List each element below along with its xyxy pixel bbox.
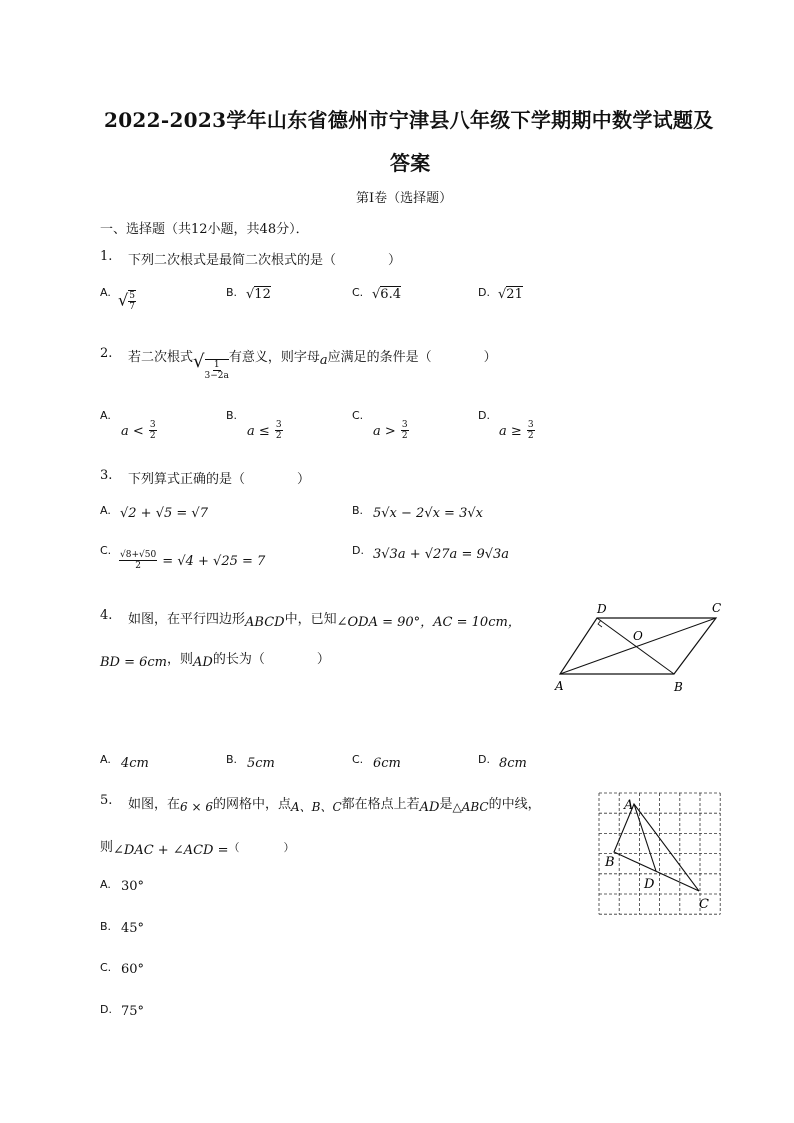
q1-option-c: √6.4 [372, 287, 401, 302]
q5-option-a: 30° [121, 879, 145, 894]
q2-label-b: B. [226, 409, 238, 422]
q2-stem: 若二次根式√ $\frac{1}{3-2a}$ 有意义，则字母a应满足的条件是（ ） [128, 350, 497, 381]
q2-label-a: A. [100, 409, 111, 422]
q5-option-b: 45° [121, 921, 145, 936]
q3-option-a: √2 + √5 = √7 [120, 506, 208, 521]
q5-label-b: B. [100, 920, 112, 933]
q5-option-c: 60° [121, 962, 145, 977]
grid-label-c: C [699, 897, 709, 912]
q4-line2: BD = 6cm，则AD的长为（ ） [100, 652, 330, 670]
q5-label-c: C. [100, 961, 112, 974]
q4-option-c: 6cm [373, 756, 401, 771]
q5-line1: 如图，在6 × 6的网格中，点A、B、C都在格点上若AD是△ABC的中线， [128, 797, 541, 815]
q3-label-d: D. [352, 544, 364, 557]
q4-label-c: C. [352, 753, 364, 766]
point-label-d: D [597, 602, 607, 616]
q3-option-b: 5√x − 2√x = 3√x [373, 506, 483, 521]
q3-option-d: 3√3a + √27a = 9√3a [373, 547, 510, 562]
q4-label-a: A. [100, 753, 111, 766]
q3-label-c: C. [100, 544, 112, 557]
q4-option-d: 8cm [499, 756, 527, 771]
point-label-a: A [555, 679, 564, 693]
parallelogram-figure [550, 598, 730, 698]
q4-label-b: B. [226, 753, 238, 766]
q4-option-a: 4cm [121, 756, 149, 771]
q1-label-a: A. [100, 286, 111, 299]
grid-label-b: B [605, 855, 615, 870]
section-heading: 一、选择题（共12小题，共48分）． [100, 222, 309, 237]
volume-title: 第I卷（选择题） [356, 191, 453, 206]
triangle-abc [614, 804, 699, 891]
q2-option-b: a ≤ $\frac{3}{2}$ [247, 420, 282, 441]
q3-option-c: $\frac{√8+√50}{2}$ = √4 + √25 = 7 [120, 550, 266, 571]
q1-label-c: C. [352, 286, 364, 299]
q3-label-a: A. [100, 504, 111, 517]
q1-option-b: √12 [246, 287, 271, 302]
q5-number: 5. [100, 793, 113, 808]
q1-option-d: √21 [498, 287, 523, 302]
median-ad [634, 804, 656, 871]
q1-label-d: D. [478, 286, 490, 299]
q4-label-d: D. [478, 753, 490, 766]
q5-line2: 则∠DAC + ∠ACD =（ ） [100, 840, 295, 858]
q2-number: 2. [100, 346, 113, 361]
q1-stem: 下列二次根式是最简二次根式的是（ ） [128, 253, 402, 268]
q2-label-d: D. [478, 409, 490, 422]
doc-title-line2: 答案 [390, 151, 431, 175]
q3-label-b: B. [352, 504, 364, 517]
point-label-c: C [712, 601, 722, 615]
grid-figure [596, 790, 726, 916]
point-label-b: B [674, 680, 683, 694]
diagonal-bd [597, 618, 674, 674]
point-label-o: O [633, 629, 643, 643]
q4-option-b: 5cm [247, 756, 275, 771]
grid-label-a: A [624, 798, 634, 813]
doc-title-line1: 2022-2023学年山东省德州市宁津县八年级下学期期中数学试题及 [104, 108, 714, 132]
grid-label-d: D [644, 877, 655, 892]
q4-line1: 如图，在平行四边形ABCD中，已知∠ODA = 90°，AC = 10cm， [128, 612, 521, 630]
q1-option-a: √ $\frac{5}{7}$ [118, 290, 135, 312]
diagonal-ac [560, 618, 716, 674]
q3-stem: 下列算式正确的是（ ） [128, 472, 311, 487]
q1-number: 1. [100, 249, 113, 264]
q5-label-d: D. [100, 1003, 112, 1016]
q2-label-c: C. [352, 409, 364, 422]
q2-option-c: a > $\frac{3}{2}$ [373, 420, 408, 441]
q2-option-a: a < $\frac{3}{2}$ [121, 420, 156, 441]
q1-label-b: B. [226, 286, 238, 299]
q4-number: 4. [100, 608, 113, 623]
q5-label-a: A. [100, 878, 111, 891]
q5-option-d: 75° [121, 1004, 145, 1019]
q3-number: 3. [100, 468, 113, 483]
q2-option-d: a ≥ $\frac{3}{2}$ [499, 420, 534, 441]
